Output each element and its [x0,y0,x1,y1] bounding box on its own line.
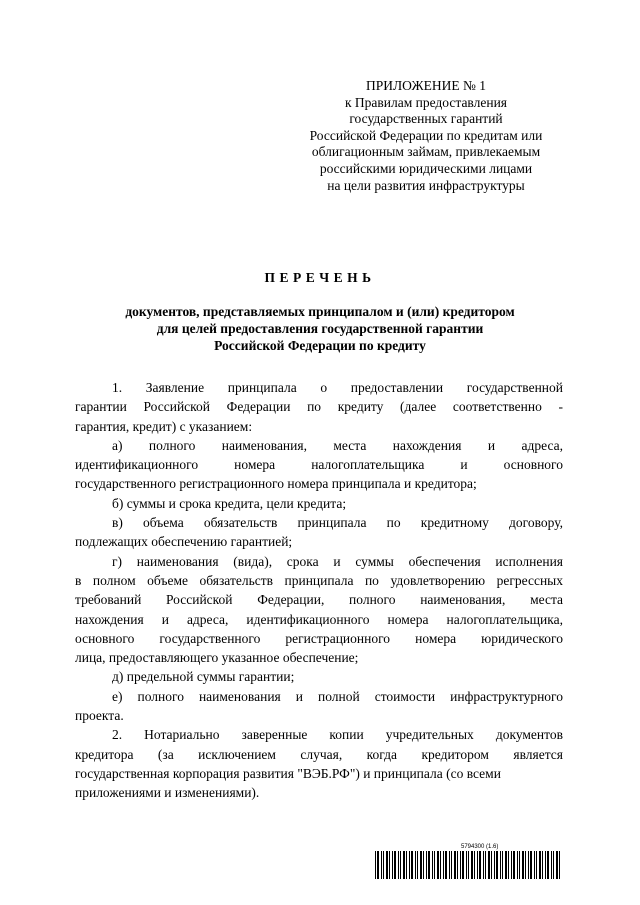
appendix-line: государственных гарантий [349,111,503,127]
body-line: г) наименования (вида), срока и суммы обеспечения исполнения [112,553,563,569]
body-line: приложениями и изменениями). [75,785,260,801]
body-line: 2. Нотариально заверенные копии учредительных документов [112,727,563,743]
subtitle-line: документов, представляемых принципалом и (или) кредитором [125,304,515,319]
appendix-line: на цели развития инфраструктуры [327,177,525,193]
body-line: в) объема обязательств принципала по кредитному договору, [112,515,563,531]
appendix-header [290,78,562,194]
body-line: 1. Заявление принципала о предоставлении государственной [112,380,563,395]
body-line: подлежащих обеспечению гарантией; [75,534,293,550]
appendix-line: ПРИЛОЖЕНИЕ № 1 [365,78,487,93]
body-line: в полном объеме обязательств принципала по удовлетворению регрессных [75,572,563,588]
body-line: требований Российской Федерации, полного наименования, места [75,592,563,608]
appendix-line: к Правилам предоставления [344,94,508,110]
document-body [75,378,563,803]
body-line: государственного регистрационного номера принципала и кредитора; [75,476,477,492]
appendix-line: Российской Федерации по кредитам или [309,127,543,143]
document-subtitle [0,303,640,354]
appendix-line: облигационным займам, привлекаемым [311,144,541,160]
body-line: кредитора (за исключением случая, когда кредитором является [75,746,563,762]
barcode-icon [374,851,564,879]
body-line: б) суммы и срока кредита, цели кредита; [112,495,347,511]
body-line: проекта. [75,708,124,724]
document-code: 5794300 (1.6) [461,844,499,850]
body-line: гарантии Российской Федерации по кредиту (далее соответственно - [75,399,563,415]
document-title: ПЕРЕЧЕНЬ [264,270,376,285]
subtitle-line: Российской Федерации по кредиту [214,338,426,353]
body-line: лица, предоставляющего указанное обеспечение; [75,650,359,666]
body-line: е) полного наименования и полной стоимости инфраструктурного [112,688,563,704]
body-line: нахождения и адреса, идентификационного номера налогоплательщика, [75,611,563,627]
body-line: основного государственного регистрационного номера юридического [75,630,563,646]
appendix-line: российскими юридическими лицами [319,160,533,176]
subtitle-line: для целей предоставления государственной гарантии [156,321,484,336]
body-line: д) предельной суммы гарантии; [112,669,295,685]
body-line: а) полного наименования, места нахождения и адреса, [112,437,563,453]
body-line: государственная корпорация развития "ВЭБ.РФ") и принципала (со всеми [75,765,501,781]
body-line: идентификационного номера налогоплательщика и основного [75,457,563,473]
body-line: гарантия, кредит) с указанием: [75,418,253,434]
